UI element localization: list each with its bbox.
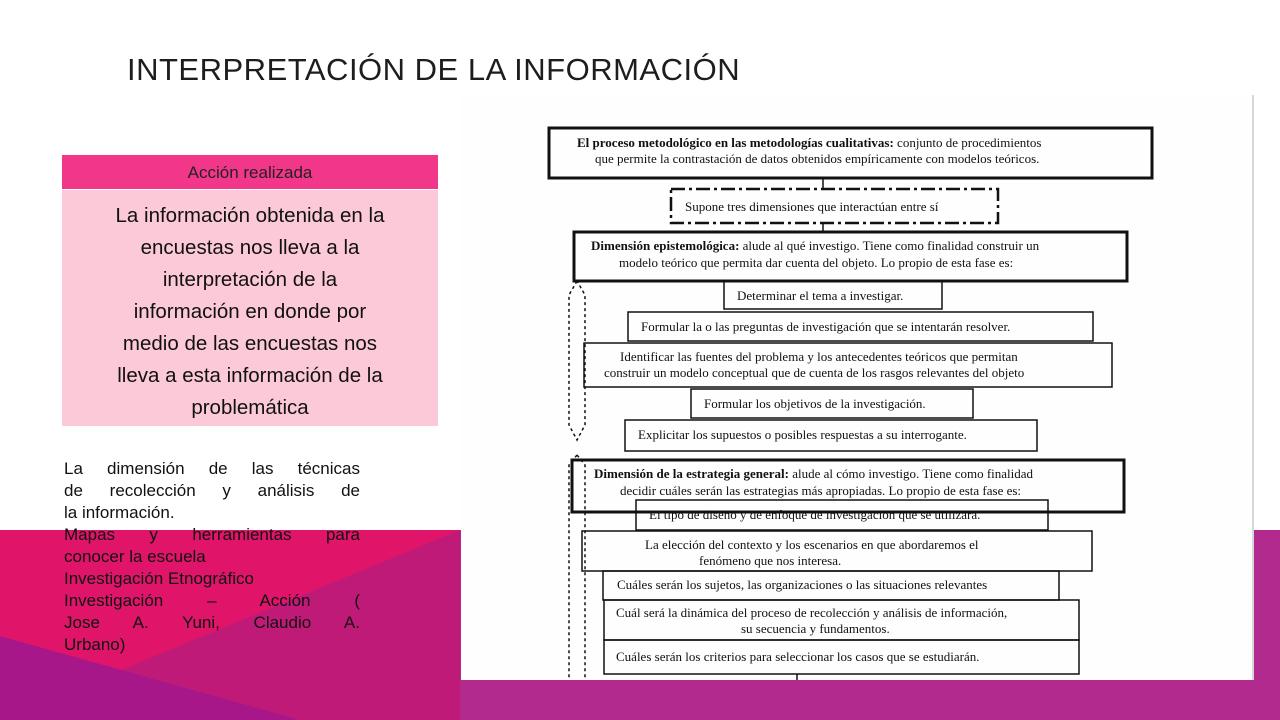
dim1-step-1: Determinar el tema a investigar. [737,288,904,303]
card-body-line: encuestas nos lleva a la [140,236,360,259]
card-body-line: interpretación de la [162,268,338,291]
dim1-line1: Dimensión epistemológica: alude al qué investigo. Tiene como finalidad construir un [591,238,1040,253]
dim1-step-2: Formular la o las preguntas de investigación que se intentarán resolver. [641,319,1011,334]
card-header: Acción realizada [62,155,438,189]
notes-line: Investigación Etnográfico [64,569,254,588]
notes-line: Investigación – Acción ( [64,591,360,610]
notes-line: la información. [64,503,175,522]
dim1-step-3a: Identificar las fuentes del problema y los antecedentes teóricos que permitan [620,349,1018,364]
image-edge-divider [1252,95,1254,680]
notes-line: conocer la escuela [64,547,206,566]
top-box-line2: que permite la contrastación de datos obtenidos empíricamente con modelos teóricos. [595,151,1040,166]
slide-title: INTERPRETACIÓN DE LA INFORMACIÓN [127,52,741,87]
flowchart-image [461,95,1253,680]
card-body-line: información en donde por [133,300,367,323]
notes-line: Jose A. Yuni, Claudio A. [64,613,360,632]
dim2-step-3: Cuáles serán los sujetos, las organizaciones o las situaciones relevantes [617,577,988,592]
dim2-step-4b: su secuencia y fundamentos. [741,621,890,636]
dashed-box-text: Supone tres dimensiones que interactúan entre sí [685,199,939,214]
card-body-line: La información obtenida en la [115,204,385,227]
flowchart-svg [461,95,1253,680]
dim2-step-5: Cuáles serán los criterios para seleccionar los casos que se estudiarán. [616,649,980,664]
dim2-step-4a: Cuál será la dinámica del proceso de recolección y análisis de información, [616,605,1008,620]
dim2-line1: Dimensión de la estrategia general: alude al cómo investigo. Tiene como finalidad [594,466,1034,481]
dim1-step-5: Explicitar los supuestos o posibles respuestas a su interrogante. [638,427,967,442]
dim1-step-3b: construir un modelo conceptual que de cuenta de los rasgos relevantes del objeto [604,365,1025,380]
notes-line: de recolección y análisis de [64,481,360,500]
dim2-step-1: El tipo de diseño y de enfoque de investigación que se utilizará. [649,507,981,522]
dim2-step-2b: fenómeno que nos interesa. [699,553,842,568]
notes-line: Mapas y herramientas para [64,525,360,544]
notes-text [64,458,360,656]
notes-line: Urbano) [64,635,126,654]
dim2-line2: decidir cuáles serán las estrategias más apropiadas. Lo propio de esta fase es: [620,483,1022,498]
top-box-line1: El proceso metodológico en las metodologías cualitativas: conjunto de procedimientos [577,135,1042,150]
notes-line: La dimensión de las técnicas [64,459,360,478]
card-body-line: medio de las encuestas nos [122,332,378,355]
card-body [62,190,438,426]
card-body-line: lleva a esta información de la [117,364,383,387]
dim1-step-4: Formular los objetivos de la investigación. [704,396,926,411]
dim1-line2: modelo teórico que permita dar cuenta del objeto. Lo propio de esta fase es: [619,255,1014,270]
dim2-step-2a: La elección del contexto y los escenarios en que abordaremos el [645,537,979,552]
card-body-line: problemática [191,396,309,419]
